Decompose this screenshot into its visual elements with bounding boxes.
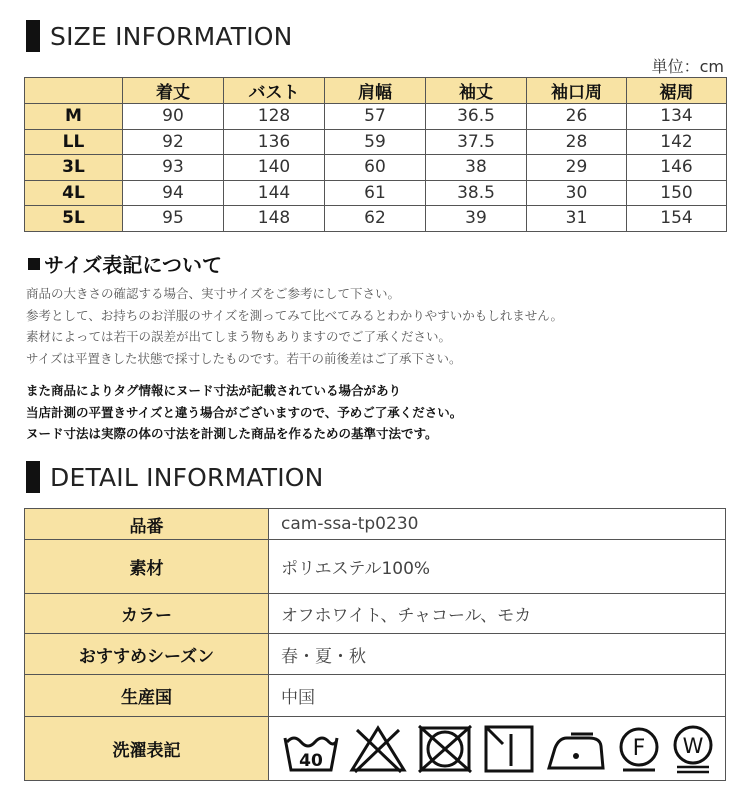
table-cell: 142 bbox=[627, 129, 727, 155]
line-dry-shade-icon bbox=[483, 724, 535, 774]
table-row bbox=[25, 180, 727, 206]
section-bar bbox=[26, 461, 40, 493]
table-cell: 134 bbox=[627, 104, 727, 130]
table-row bbox=[25, 717, 726, 781]
table-cell: 39 bbox=[426, 206, 527, 232]
size-notes bbox=[26, 283, 563, 369]
bold-note-line: ヌード寸法は実際の体の寸法を計測した商品を作るための基準寸法です。 bbox=[26, 426, 438, 441]
size-table-header-row bbox=[25, 78, 727, 104]
table-cell: 60 bbox=[325, 155, 426, 181]
table-cell: 148 bbox=[224, 206, 325, 232]
table-cell: 94 bbox=[123, 180, 224, 206]
table-cell: 95 bbox=[123, 206, 224, 232]
detail-value-material: ポリエステル100% bbox=[269, 540, 726, 594]
size-header-sleeve: 袖丈 bbox=[426, 78, 527, 104]
table-cell: 37.5 bbox=[426, 129, 527, 155]
table-cell: 92 bbox=[123, 129, 224, 155]
wash-temp: 40 bbox=[299, 750, 323, 771]
iron-low-icon bbox=[545, 724, 607, 774]
table-row bbox=[25, 206, 727, 232]
detail-label-season: おすすめシーズン bbox=[25, 634, 269, 675]
table-row bbox=[25, 540, 726, 594]
table-cell: 36.5 bbox=[426, 104, 527, 130]
table-cell: 29 bbox=[527, 155, 627, 181]
size-label: 5L bbox=[25, 206, 123, 232]
table-cell: 146 bbox=[627, 155, 727, 181]
size-header-length: 着丈 bbox=[123, 78, 224, 104]
note-line: サイズは平置きした状態で採寸したものです。若干の前後差はご了承下さい。 bbox=[26, 350, 462, 366]
size-label: M bbox=[25, 104, 123, 130]
detail-label-material: 素材 bbox=[25, 540, 269, 594]
table-cell: 61 bbox=[325, 180, 426, 206]
table-cell: 62 bbox=[325, 206, 426, 232]
detail-value-color: オフホワイト、チャコール、モカ bbox=[269, 594, 726, 634]
table-row bbox=[25, 509, 726, 540]
table-cell: 128 bbox=[224, 104, 325, 130]
table-cell: 90 bbox=[123, 104, 224, 130]
detail-section-title: DETAIL INFORMATION bbox=[50, 462, 324, 492]
table-cell: 30 bbox=[527, 180, 627, 206]
table-cell: 28 bbox=[527, 129, 627, 155]
note-line: 商品の大きさの確認する場合、実寸サイズをご参考にして下さい。 bbox=[26, 286, 401, 301]
about-size-heading bbox=[28, 249, 222, 278]
care-icons bbox=[281, 724, 725, 774]
size-header-corner bbox=[25, 78, 123, 104]
wet-clean-w-icon bbox=[671, 724, 715, 774]
table-row bbox=[25, 594, 726, 634]
wash-40-icon bbox=[283, 724, 339, 774]
table-row bbox=[25, 675, 726, 717]
wet-clean-letter: W bbox=[682, 733, 704, 758]
table-row bbox=[25, 155, 727, 181]
detail-section-header bbox=[26, 460, 324, 494]
table-cell: 154 bbox=[627, 206, 727, 232]
table-cell: 59 bbox=[325, 129, 426, 155]
table-row bbox=[25, 104, 727, 130]
size-label: 3L bbox=[25, 155, 123, 181]
detail-value-care bbox=[269, 717, 726, 781]
detail-value-season: 春・夏・秋 bbox=[269, 634, 726, 675]
table-cell: 140 bbox=[224, 155, 325, 181]
bold-note-line: また商品によりタグ情報にヌード寸法が記載されている場合があり bbox=[26, 383, 402, 398]
detail-table bbox=[24, 508, 726, 781]
detail-label-care: 洗濯表記 bbox=[25, 717, 269, 781]
heading-square-icon bbox=[28, 258, 40, 270]
table-row bbox=[25, 634, 726, 675]
size-header-hem: 裾周 bbox=[627, 78, 727, 104]
size-header-shoulder: 肩幅 bbox=[325, 78, 426, 104]
size-header-bust: バスト bbox=[224, 78, 325, 104]
table-cell: 150 bbox=[627, 180, 727, 206]
size-label: LL bbox=[25, 129, 123, 155]
size-notes-bold bbox=[26, 380, 462, 445]
about-size-title: サイズ表記について bbox=[44, 253, 222, 277]
section-bar bbox=[26, 20, 40, 52]
detail-label-color: カラー bbox=[25, 594, 269, 634]
no-bleach-icon bbox=[349, 724, 407, 774]
table-cell: 57 bbox=[325, 104, 426, 130]
size-section-title: SIZE INFORMATION bbox=[50, 21, 293, 51]
dry-clean-f-icon bbox=[617, 724, 661, 774]
bold-note-line: 当店計測の平置きサイズと違う場合がございますので、予めご了承ください。 bbox=[26, 404, 463, 420]
size-header-cuff: 袖口周 bbox=[527, 78, 627, 104]
table-cell: 38 bbox=[426, 155, 527, 181]
note-line: 参考として、お持ちのお洋服のサイズを測ってみて比べてみるとわかりやすいかもしれません。 bbox=[26, 307, 564, 323]
detail-value-product-no: cam-ssa-tp0230 bbox=[269, 509, 726, 540]
table-cell: 31 bbox=[527, 206, 627, 232]
dry-clean-letter: F bbox=[632, 735, 646, 761]
detail-label-product-no: 品番 bbox=[25, 509, 269, 540]
table-cell: 144 bbox=[224, 180, 325, 206]
detail-label-origin: 生産国 bbox=[25, 675, 269, 717]
size-label: 4L bbox=[25, 180, 123, 206]
no-tumble-dry-icon bbox=[417, 724, 473, 774]
size-table bbox=[24, 77, 727, 232]
size-section-header bbox=[26, 19, 293, 53]
unit-label: 単位：cm bbox=[651, 57, 724, 76]
note-line: 素材によっては若干の誤差が出てしまう物もありますのでご了承ください。 bbox=[26, 329, 452, 344]
table-cell: 26 bbox=[527, 104, 627, 130]
table-cell: 136 bbox=[224, 129, 325, 155]
table-cell: 93 bbox=[123, 155, 224, 181]
table-row bbox=[25, 129, 727, 155]
detail-value-origin: 中国 bbox=[269, 675, 726, 717]
table-cell: 38.5 bbox=[426, 180, 527, 206]
